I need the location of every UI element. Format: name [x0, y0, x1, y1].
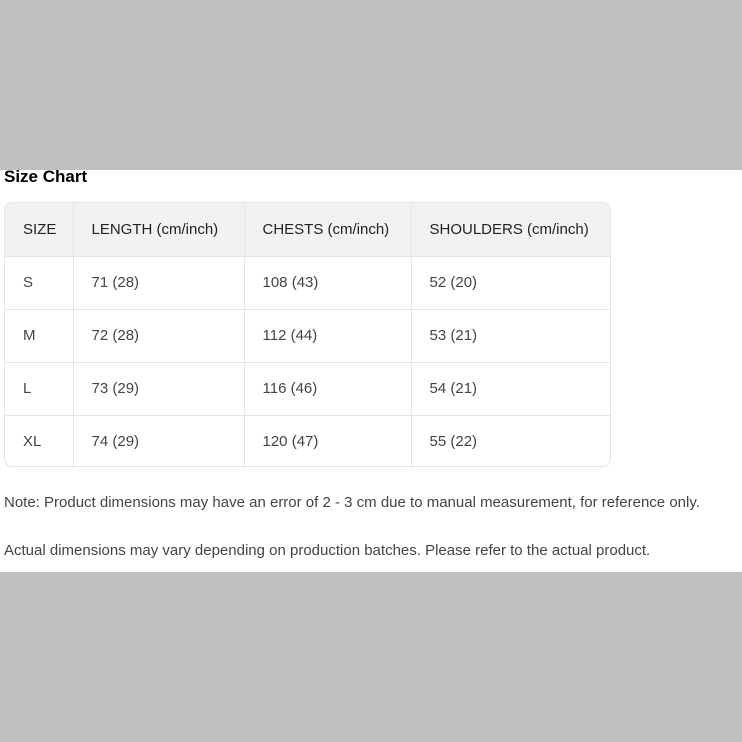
size-table [5, 203, 610, 467]
cell-shoulders: 54 (21) [411, 362, 610, 415]
cell-length: 71 (28) [73, 256, 244, 309]
cell-size: L [5, 362, 73, 415]
cell-size: XL [5, 415, 73, 467]
table-row [5, 362, 610, 415]
cell-chests: 120 (47) [244, 415, 411, 467]
cell-chests: 116 (46) [244, 362, 411, 415]
header-length: LENGTH (cm/inch) [73, 203, 244, 256]
table-row [5, 309, 610, 362]
size-chart-section [0, 170, 742, 572]
header-chests: CHESTS (cm/inch) [244, 203, 411, 256]
cell-shoulders: 53 (21) [411, 309, 610, 362]
table-row [5, 256, 610, 309]
production-note: Actual dimensions may vary depending on production batches. Please refer to the actual product. [4, 542, 651, 559]
header-shoulders: SHOULDERS (cm/inch) [411, 203, 610, 256]
cell-chests: 108 (43) [244, 256, 411, 309]
size-chart-title: Size Chart [4, 170, 88, 186]
cell-size: S [5, 256, 73, 309]
cell-length: 73 (29) [73, 362, 244, 415]
measurement-note: Note: Product dimensions may have an error of 2 - 3 cm due to manual measurement, for reference only. [4, 494, 700, 511]
header-size: SIZE [5, 203, 73, 256]
cell-shoulders: 55 (22) [429, 433, 478, 451]
table-header-row [5, 203, 610, 256]
cell-length: 74 (29) [73, 415, 244, 467]
cell-length: 72 (28) [73, 309, 244, 362]
table-row [5, 415, 610, 467]
size-table-container [4, 202, 611, 467]
cell-size: M [5, 309, 73, 362]
cell-chests: 112 (44) [244, 309, 411, 362]
cell-shoulders: 52 (20) [411, 256, 610, 309]
